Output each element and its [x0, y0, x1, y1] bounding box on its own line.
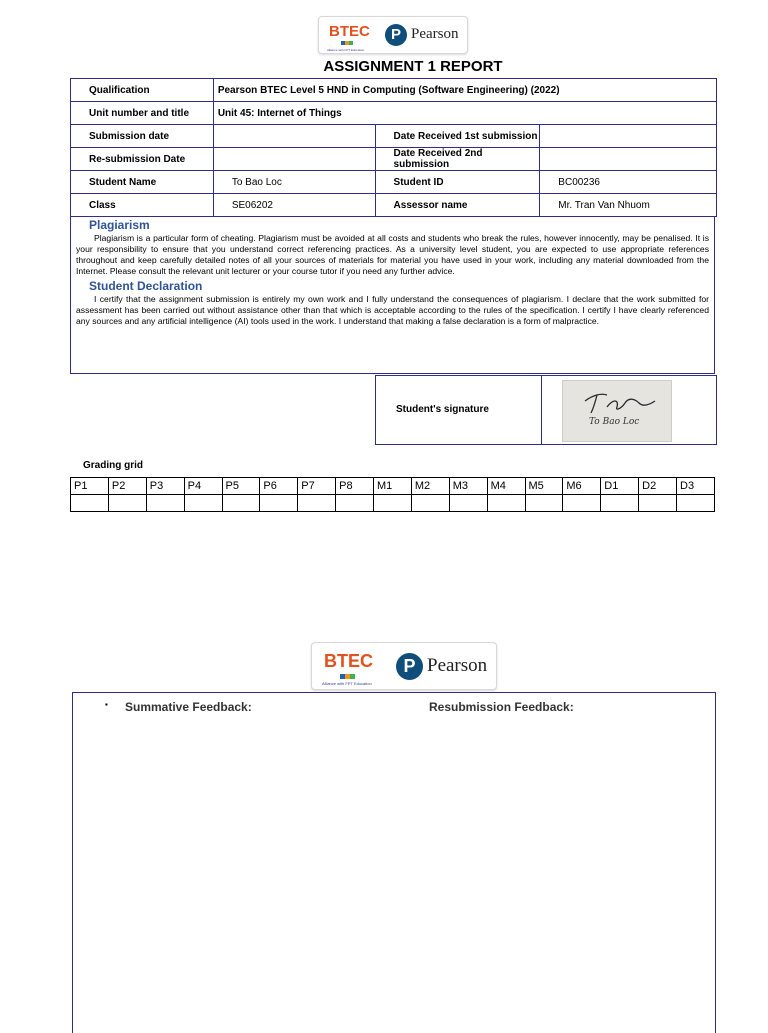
- table-row: [71, 79, 717, 102]
- signature-image: [562, 380, 672, 442]
- submission-date-value: [213, 125, 375, 148]
- date-received-2-label: Date Received 2nd submission: [375, 148, 540, 171]
- unit-value: Unit 45: Internet of Things: [213, 102, 716, 125]
- class-value: SE06202: [213, 194, 375, 217]
- grade-cell-p4[interactable]: [184, 495, 222, 512]
- submission-date-label: Submission date: [71, 125, 214, 148]
- grade-header-p4: P4: [184, 478, 222, 495]
- grade-cell-p6[interactable]: [260, 495, 298, 512]
- grade-header-p7: P7: [298, 478, 336, 495]
- grade-header-p6: P6: [260, 478, 298, 495]
- declaration-heading: Student Declaration: [89, 279, 203, 293]
- resubmission-date-value: [213, 148, 375, 171]
- grade-header-m6: M6: [563, 478, 601, 495]
- grade-cell-p2[interactable]: [108, 495, 146, 512]
- feedback-box: [72, 692, 716, 1033]
- grade-cell-d1[interactable]: [601, 495, 639, 512]
- class-label: Class: [71, 194, 214, 217]
- assessor-label: Assessor name: [375, 194, 540, 217]
- grade-header-m5: M5: [525, 478, 563, 495]
- student-id-value: BC00236: [540, 171, 717, 194]
- assignment-info-table: [70, 78, 717, 217]
- btec-logo: BTEC: [329, 23, 370, 40]
- date-received-1-label: Date Received 1st submission: [375, 125, 540, 148]
- student-name-value: To Bao Loc: [213, 171, 375, 194]
- student-name-label: Student Name: [71, 171, 214, 194]
- resubmission-date-label: Re-submission Date: [71, 148, 214, 171]
- grade-cell-m6[interactable]: [563, 495, 601, 512]
- assessor-value: Mr. Tran Van Nhuom: [540, 194, 717, 217]
- plagiarism-text: Plagiarism is a particular form of cheating. Plagiarism must be avoided at all costs and students who break the rules, however innocently, may be penalised. It is your responsibility to ensure that you understand correct referencing practices. As a university level student, you are expected to use appropriate references throughout and keep carefully detailed notes of all your sources of materials for material you have used in your work, including any material downloaded from the Internet. Please consult the relevant unit lecturer or your course tutor if you need any further advice.: [76, 233, 709, 276]
- pearson-logo-icon: P: [385, 24, 407, 46]
- page-title: ASSIGNMENT 1 REPORT: [323, 58, 503, 75]
- grade-cell-m5[interactable]: [525, 495, 563, 512]
- table-row: [71, 495, 715, 512]
- pearson-logo-icon: P: [396, 653, 423, 680]
- declaration-text: I certify that the assignment submission is entirely my own work and I fully understand the consequences of plagiarism. I declare that the work submitted for assessment has been carried out without assistance other than that which is acceptable according to the rules of the specification. I certify I have clearly referenced any sources and any artificial intelligence (AI) tools used in the work. I understand that making a false declaration is a form of malpractice.: [76, 294, 709, 326]
- signature-divider: [541, 376, 542, 444]
- grade-header-m2: M2: [411, 478, 449, 495]
- grade-header-m1: M1: [374, 478, 412, 495]
- grade-cell-m1[interactable]: [374, 495, 412, 512]
- header-logo-box: [318, 16, 468, 54]
- grade-header-p3: P3: [146, 478, 184, 495]
- btec-logo: BTEC: [324, 651, 373, 671]
- btec-tagline: Alliance with FPT Education: [322, 681, 372, 686]
- grade-header-p5: P5: [222, 478, 260, 495]
- grade-cell-d3[interactable]: [677, 495, 715, 512]
- student-id-label: Student ID: [375, 171, 540, 194]
- grade-cell-p5[interactable]: [222, 495, 260, 512]
- grading-grid: [70, 477, 715, 512]
- qualification-value: Pearson BTEC Level 5 HND in Computing (Software Engineering) (2022): [213, 79, 716, 102]
- table-row: [71, 125, 717, 148]
- grade-header-d2: D2: [639, 478, 677, 495]
- grade-header-m4: M4: [487, 478, 525, 495]
- grade-cell-p1[interactable]: [71, 495, 109, 512]
- signature-handwriting: To Bao Loc: [589, 417, 640, 427]
- pearson-wordmark: Pearson: [427, 655, 488, 676]
- grade-cell-m4[interactable]: [487, 495, 525, 512]
- signature-label: Student's signature: [396, 404, 489, 415]
- table-row: [71, 102, 717, 125]
- grade-cell-p3[interactable]: [146, 495, 184, 512]
- table-row: [71, 194, 717, 217]
- grading-grid-label: Grading grid: [83, 460, 143, 471]
- feedback-logo-box: [311, 642, 497, 690]
- grade-header-p2: P2: [108, 478, 146, 495]
- pearson-wordmark: Pearson: [411, 26, 459, 42]
- grade-cell-p8[interactable]: [336, 495, 374, 512]
- resubmission-feedback-label: Resubmission Feedback:: [429, 700, 574, 714]
- grade-cell-m3[interactable]: [449, 495, 487, 512]
- btec-tagline: Alliance with FPT Education: [327, 48, 365, 52]
- grade-cell-m2[interactable]: [411, 495, 449, 512]
- plagiarism-section: [70, 216, 715, 374]
- table-row: [71, 171, 717, 194]
- feedback-bullet-icon: ▪: [105, 700, 108, 709]
- grade-header-d3: D3: [677, 478, 715, 495]
- fpt-logo-icon: [340, 674, 355, 679]
- qualification-label: Qualification: [71, 79, 214, 102]
- table-row: [71, 478, 715, 495]
- grade-header-m3: M3: [449, 478, 487, 495]
- grade-header-p1: P1: [71, 478, 109, 495]
- grade-cell-d2[interactable]: [639, 495, 677, 512]
- summative-feedback-label: Summative Feedback:: [125, 700, 252, 714]
- table-row: [71, 148, 717, 171]
- fpt-logo-icon: [341, 41, 353, 45]
- signature-box: [375, 375, 717, 445]
- grade-cell-p7[interactable]: [298, 495, 336, 512]
- plagiarism-heading: Plagiarism: [89, 218, 150, 232]
- grade-header-p8: P8: [336, 478, 374, 495]
- signature-scribble-icon: [563, 381, 671, 441]
- date-received-2-value: [540, 148, 717, 171]
- date-received-1-value: [540, 125, 717, 148]
- unit-label: Unit number and title: [71, 102, 214, 125]
- grade-header-d1: D1: [601, 478, 639, 495]
